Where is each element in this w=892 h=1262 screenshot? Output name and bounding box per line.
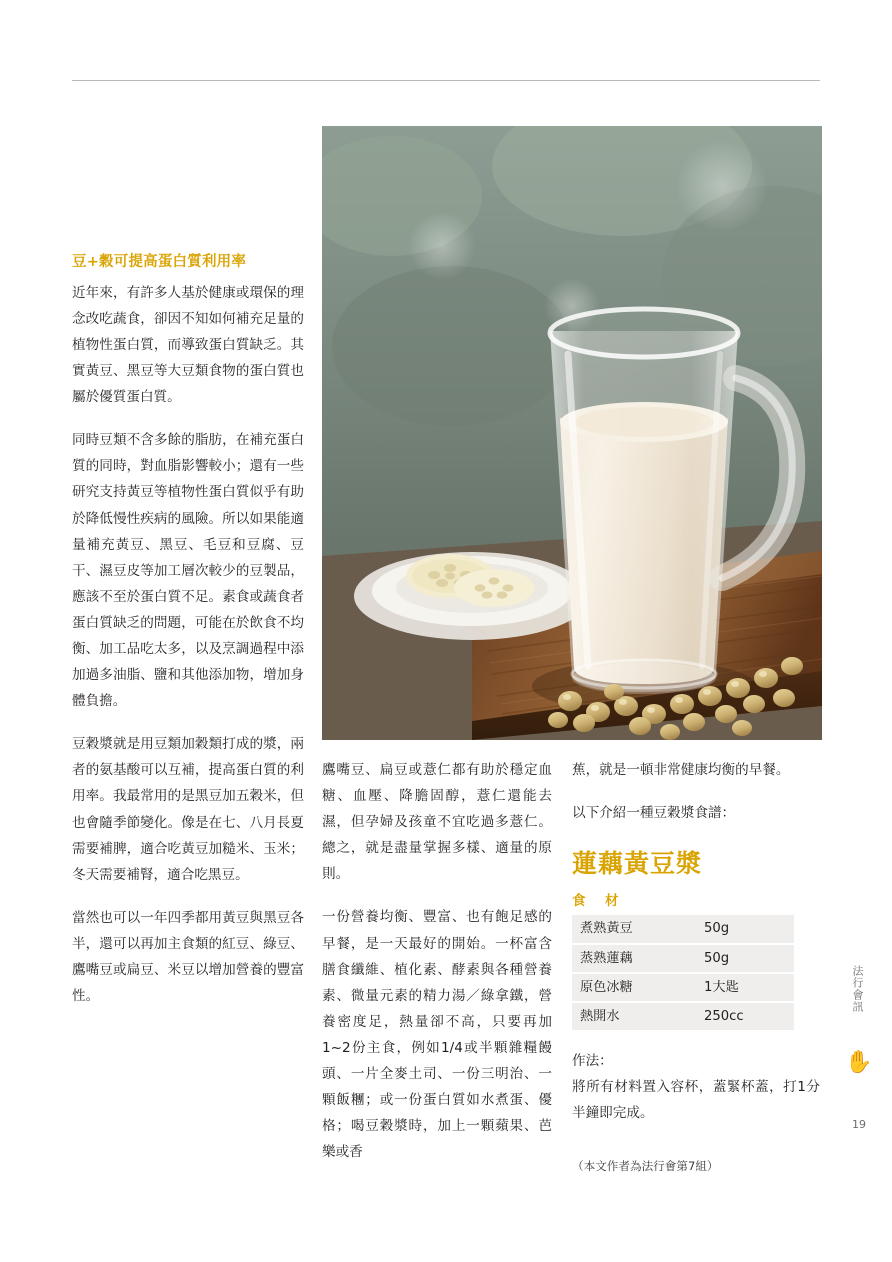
paragraph: 以下介紹一種豆穀漿食譜： [572,805,736,822]
ingredients-table [572,915,794,1032]
ingredient-name: 蒸熟蓮藕 [572,944,696,973]
article-footnote: （本文作者為法行會第7組） [572,1159,719,1174]
paragraph: 當然也可以一年四季都用黃豆與黑豆各半，還可以再加主食類的紅豆、綠豆、鷹嘴豆或扁豆、米豆以增加營養的豐富性。 [72,909,304,1005]
recipe-title: 蓮藕黃豆漿 [572,849,703,879]
ingredient-qty: 50g [696,944,794,973]
middle-column [322,757,552,1165]
ingredient-name: 熱開水 [572,1002,696,1031]
right-column [572,757,820,1189]
paragraph: 近年來，有許多人基於健康或環保的理念改吃蔬食，卻因不知如何補充足量的植物性蛋白質，而導致蛋白質缺乏。其實黃豆、黑豆等大豆類食物的蛋白質也屬於優質蛋白質。 [72,284,304,406]
paragraph: 豆穀漿就是用豆類加穀類打成的漿，兩者的氨基酸可以互補，提高蛋白質的利用率。我最常用的是黑豆加五穀米，但也會隨季節變化。像是在七、八月長夏需要補脾，適合吃黃豆加糙米、玉米；冬天需要補腎，適合吃黑豆。 [72,736,304,883]
ingredient-name: 原色冰糖 [572,973,696,1002]
table-row [572,1002,794,1031]
section-heading: 豆+穀可提高蛋白質利用率 [72,254,247,270]
ingredient-qty: 50g [696,915,794,943]
top-divider [72,80,820,81]
side-publication-mark: 法行會訊 [851,965,864,1013]
table-row [572,944,794,973]
method-text: 將所有材料置入容杯，蓋緊杯蓋，打1分半鐘即完成。 [572,1079,820,1122]
paragraph: 同時豆類不含多餘的脂肪，在補充蛋白質的同時，對血脂影響較小；還有一些研究支持黃豆等植物性蛋白質似乎有助於降低慢性疾病的風險。所以如果能適量補充黃豆、黑豆、毛豆和豆腐、豆干、濕豆皮等加工層次較少的豆製品，應該不至於蛋白質不足。素食或蔬食者蛋白質缺乏的問題，可能在於飲食不均衡、加工品吃太多，以及烹調過程中添加過多油脂、鹽和其他添加物，增加身體負擔。 [72,432,304,710]
left-column [72,252,304,1009]
ingredients-label: 食 材 [572,893,622,910]
table-row [572,915,794,943]
paragraph: 一份營養均衡、豐富、也有飽足感的早餐，是一天最好的開始。一杯富含膳食纖維、植化素、酵素與各種營養素、微量元素的精力湯／綠拿鐵，營養密度足，熱量卻不高，只要再加1~2份主食，例如1/4或半顆雜糧饅頭、一片全麥土司、一份三明治、一顆飯糰；或一份蛋白質如水煮蛋、優格；喝豆穀漿時，加上一顆蘋果、芭樂或香 [322,909,552,1161]
paragraph: 蕉，就是一頓非常健康均衡的早餐。 [572,762,790,778]
ingredient-name: 煮熟黃豆 [572,915,696,943]
page-number: 19 [852,1118,866,1131]
hand-icon: ✋ [845,1050,873,1075]
ingredient-qty: 250cc [696,1002,794,1031]
method-label: 作法： [572,1052,613,1069]
paragraph: 鷹嘴豆、扁豆或薏仁都有助於穩定血糖、血壓、降膽固醇，薏仁還能去濕，但孕婦及孩童不宜吃過多薏仁。總之，就是盡量掌握多樣、適量的原則。 [322,762,552,883]
table-row [572,973,794,1002]
soy-milk-photo [322,126,822,740]
ingredient-qty: 1大匙 [696,973,794,1002]
